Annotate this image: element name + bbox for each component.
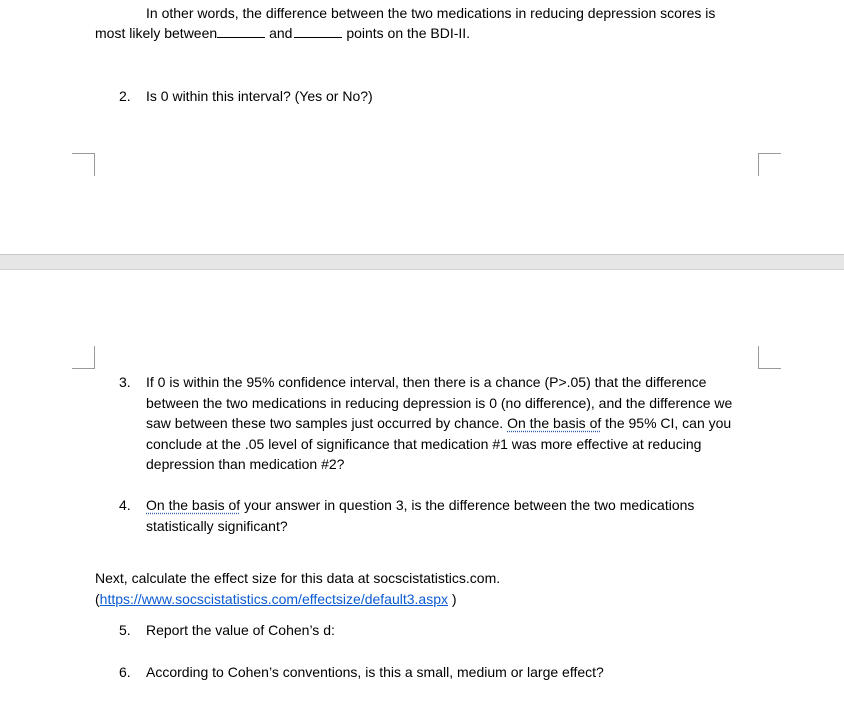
question-5-text: Report the value of Cohen’s d:: [146, 622, 335, 638]
question-2-text: Is 0 within this interval? (Yes or No?): [146, 88, 373, 104]
grammar-flag[interactable]: On the basis of: [146, 497, 241, 513]
answer-blank-upper[interactable]: [294, 24, 342, 38]
question-4-line-2: statistically significant?: [146, 518, 288, 534]
document-page-2: [0, 270, 844, 709]
effect-size-link-line: (https://www.socscistatistics.com/effectsize/default3.aspx ): [95, 591, 457, 607]
answer-blank-lower[interactable]: [217, 24, 265, 38]
question-6-number: 6.: [119, 664, 131, 680]
intro-line-1: In other words, the difference between the two medications in reducing depression scores is: [146, 5, 716, 21]
crop-mark-bottom-left: [72, 346, 95, 369]
crop-mark-top-right: [758, 153, 781, 176]
question-6-text: According to Cohen’s conventions, is this a small, medium or large effect?: [146, 664, 604, 680]
document-page-1: [0, 0, 844, 254]
question-3-line-5: depression than medication #2?: [146, 456, 345, 472]
question-4-line-1: On the basis of your answer in question 3, is the difference between the two medications: [146, 497, 695, 513]
question-5-number: 5.: [119, 622, 131, 638]
question-4-number: 4.: [119, 497, 131, 513]
crop-mark-top-left: [72, 153, 95, 176]
socscistatistics-link[interactable]: https://www.socscistatistics.com/effectsize/default3.aspx: [99, 591, 448, 607]
effect-size-instruction: Next, calculate the effect size for this data at socscistatistics.com.: [95, 570, 501, 586]
question-3-number: 3.: [119, 374, 131, 390]
crop-mark-bottom-right: [758, 346, 781, 369]
question-3-line-3: saw between these two samples just occurred by chance. On the basis of the 95% CI, can you: [146, 415, 732, 431]
intro-line-2: most likely between and points on the BDI-II.: [95, 25, 471, 41]
question-3-line-2: between the two medications in reducing depression is 0 (no difference), and the difference we: [146, 395, 733, 411]
question-2-number: 2.: [119, 88, 131, 104]
question-3-line-1: If 0 is within the 95% confidence interval, then there is a chance (P>.05) that the difference: [146, 374, 707, 390]
grammar-flag[interactable]: On the basis of: [507, 415, 602, 431]
page-break: [0, 254, 844, 270]
question-3-line-4: conclude at the .05 level of significance that medication #1 was more effective at reducing: [146, 436, 702, 452]
